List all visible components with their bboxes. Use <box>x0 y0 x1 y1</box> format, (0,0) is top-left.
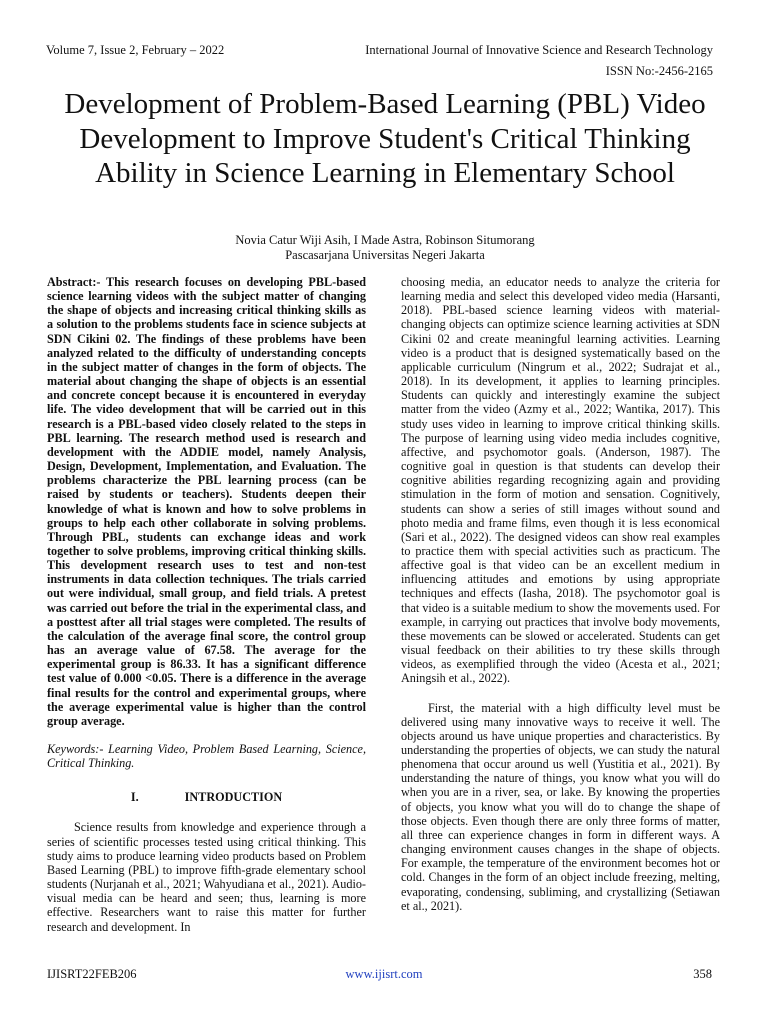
page-number: 358 <box>693 967 712 981</box>
right-column <box>401 275 720 913</box>
keywords: Keywords:- Learning Video, Problem Based Learning, Science, Critical Thinking. <box>47 742 366 771</box>
abstract: Abstract:- This research focuses on developing PBL-based science learning videos with the subject matter of changing the shape of objects and increasing critical thinking skills as a solution to the problems students face in science subjects at SDN Cikini 02. The findings of these problems have been analyzed related to the difficulty of understanding concepts in the subject matter of changes in the form of objects. The material about changing the shape of objects is an essential and concrete concept because it is encountered in everyday life. The video development that will be carried out in this research is a PBL-based video closely related to the steps in PBL learning. The research method used is research and development with the ADDIE model, namely Analysis, Design, Development, Implementation, and Evaluation. The problems characterize the PBL learning process (can be raised by students or teachers). Students deepen their knowledge of what is known and how to solve problems in groups to help each other collaborate in solving problems. Through PBL, students can exchange ideas and work together to solve problems, improving critical thinking skills. This development research uses to test and non-test instruments in data collection techniques. The trials carried out were individual, small group, and field trials. A pretest was carried out before the trial in the experimental class, and a posttest after all trial stages were completed. The results of the calculation of the average final score, the control group has an average value of 67.58. The average for the experimental group is 86.33. It has a significant difference test value of 0.000 <0.05. There is a difference in the average final results for the control and experimental groups, where the average experimental value is higher than the control group average. <box>47 275 366 728</box>
affiliation: Pascasarjana Universitas Negeri Jakarta <box>285 248 485 262</box>
journal-name: International Journal of Innovative Science and Research Technology <box>365 43 713 57</box>
paper-title: Development of Problem-Based Learning (PBL) Video Development to Improve Student's Critical Thinking Ability in Science Learning in Elementary School <box>64 88 706 189</box>
authors: Novia Catur Wiji Asih, I Made Astra, Robinson Situmorang <box>235 233 535 247</box>
body-paragraph: First, the material with a high difficulty level must be delivered using many innovative ways to receive it well. The objects around us have unique properties and characteristics. By understanding the properties of objects, we can study the natural phenomena that occur around us well (Yustitia et al., 2021). By understanding the nature of things, you know what you will do when you are in a river, sea, or lake. By knowing the properties of objects, you know what you will do to change the shape of those objects. Even though there are only three forms of matter, all three can experience changes in form in different ways. A changing environment causes changes in the shape of objects. For example, the temperature of the environment becomes hot or cold. Changes in the form of an object include freezing, melting, evaporating, condensing, subliming, and crystallizing (Setiawan et al., 2021). <box>401 700 720 913</box>
section-title: INTRODUCTION <box>184 790 283 805</box>
body-paragraph: choosing media, an educator needs to analyze the criteria for learning media and select this developed video media (Harsanti, 2018). PBL-based science learning videos with material-changing objects can optimize science learning activities at SDN Cikini 02 and create meaningful learning activities. Learning video is a product that is designed systematically based on the applicable curriculum (Ningrum et al., 2022; Sudrajat et al., 2018). In its development, it applies to learning principles. Students can quickly and interestingly examine the subject matter from the video (Azmy et al., 2022; Wantika, 2017). This study uses video in learning to improve critical thinking skills. The purpose of learning using video media includes cognitive, affective, and psychomotor goals. (Anderson, 1987). The cognitive goal in question is that students can develop their cognitive abilities regarding recognizing again and providing stimulation in the form of motion and sensation. Cognitively, students can show a series of still images without sound and photo media and frame films, even though it is less economical (Sari et al., 2022). The designed videos can show real examples to practice them with special activities such as practicum. The affective goal is that video can be an excellent medium in influencing attitudes and emotions by using appropriate techniques and effects (Iasha, 2018). The psychomotor goal is that video is a suitable medium to show the movements used. For example, in carrying out practices that involve body movements, these movements can be slowed or accelerated. Students can get visual feedback on their abilities to try these skills through videos, as exemplified through the video (Acesta et al., 2021; Aningsih et al., 2022). <box>401 275 720 686</box>
journal-url-link[interactable]: www.ijisrt.com <box>345 967 423 981</box>
section-number: I. <box>130 790 139 805</box>
intro-paragraph: Science results from knowledge and experience through a series of scientific processes tested using critical thinking. This study aims to produce learning video products based on Problem Based Learning (PBL) to improve fifth-grade elementary school students (Nurjanah et al., 2021; Wahyudiana et al., 2021). Audio-visual media can be heard and seen; thus, learning is more effective. Researchers want to raise this matter for further research and development. In <box>47 820 366 934</box>
volume-issue: Volume 7, Issue 2, February – 2022 <box>46 43 225 57</box>
author-block <box>40 233 730 263</box>
article-code: IJISRT22FEB206 <box>47 967 137 981</box>
left-column <box>47 275 366 934</box>
issn: ISSN No:-2456-2165 <box>605 64 713 78</box>
section-heading <box>47 790 366 804</box>
